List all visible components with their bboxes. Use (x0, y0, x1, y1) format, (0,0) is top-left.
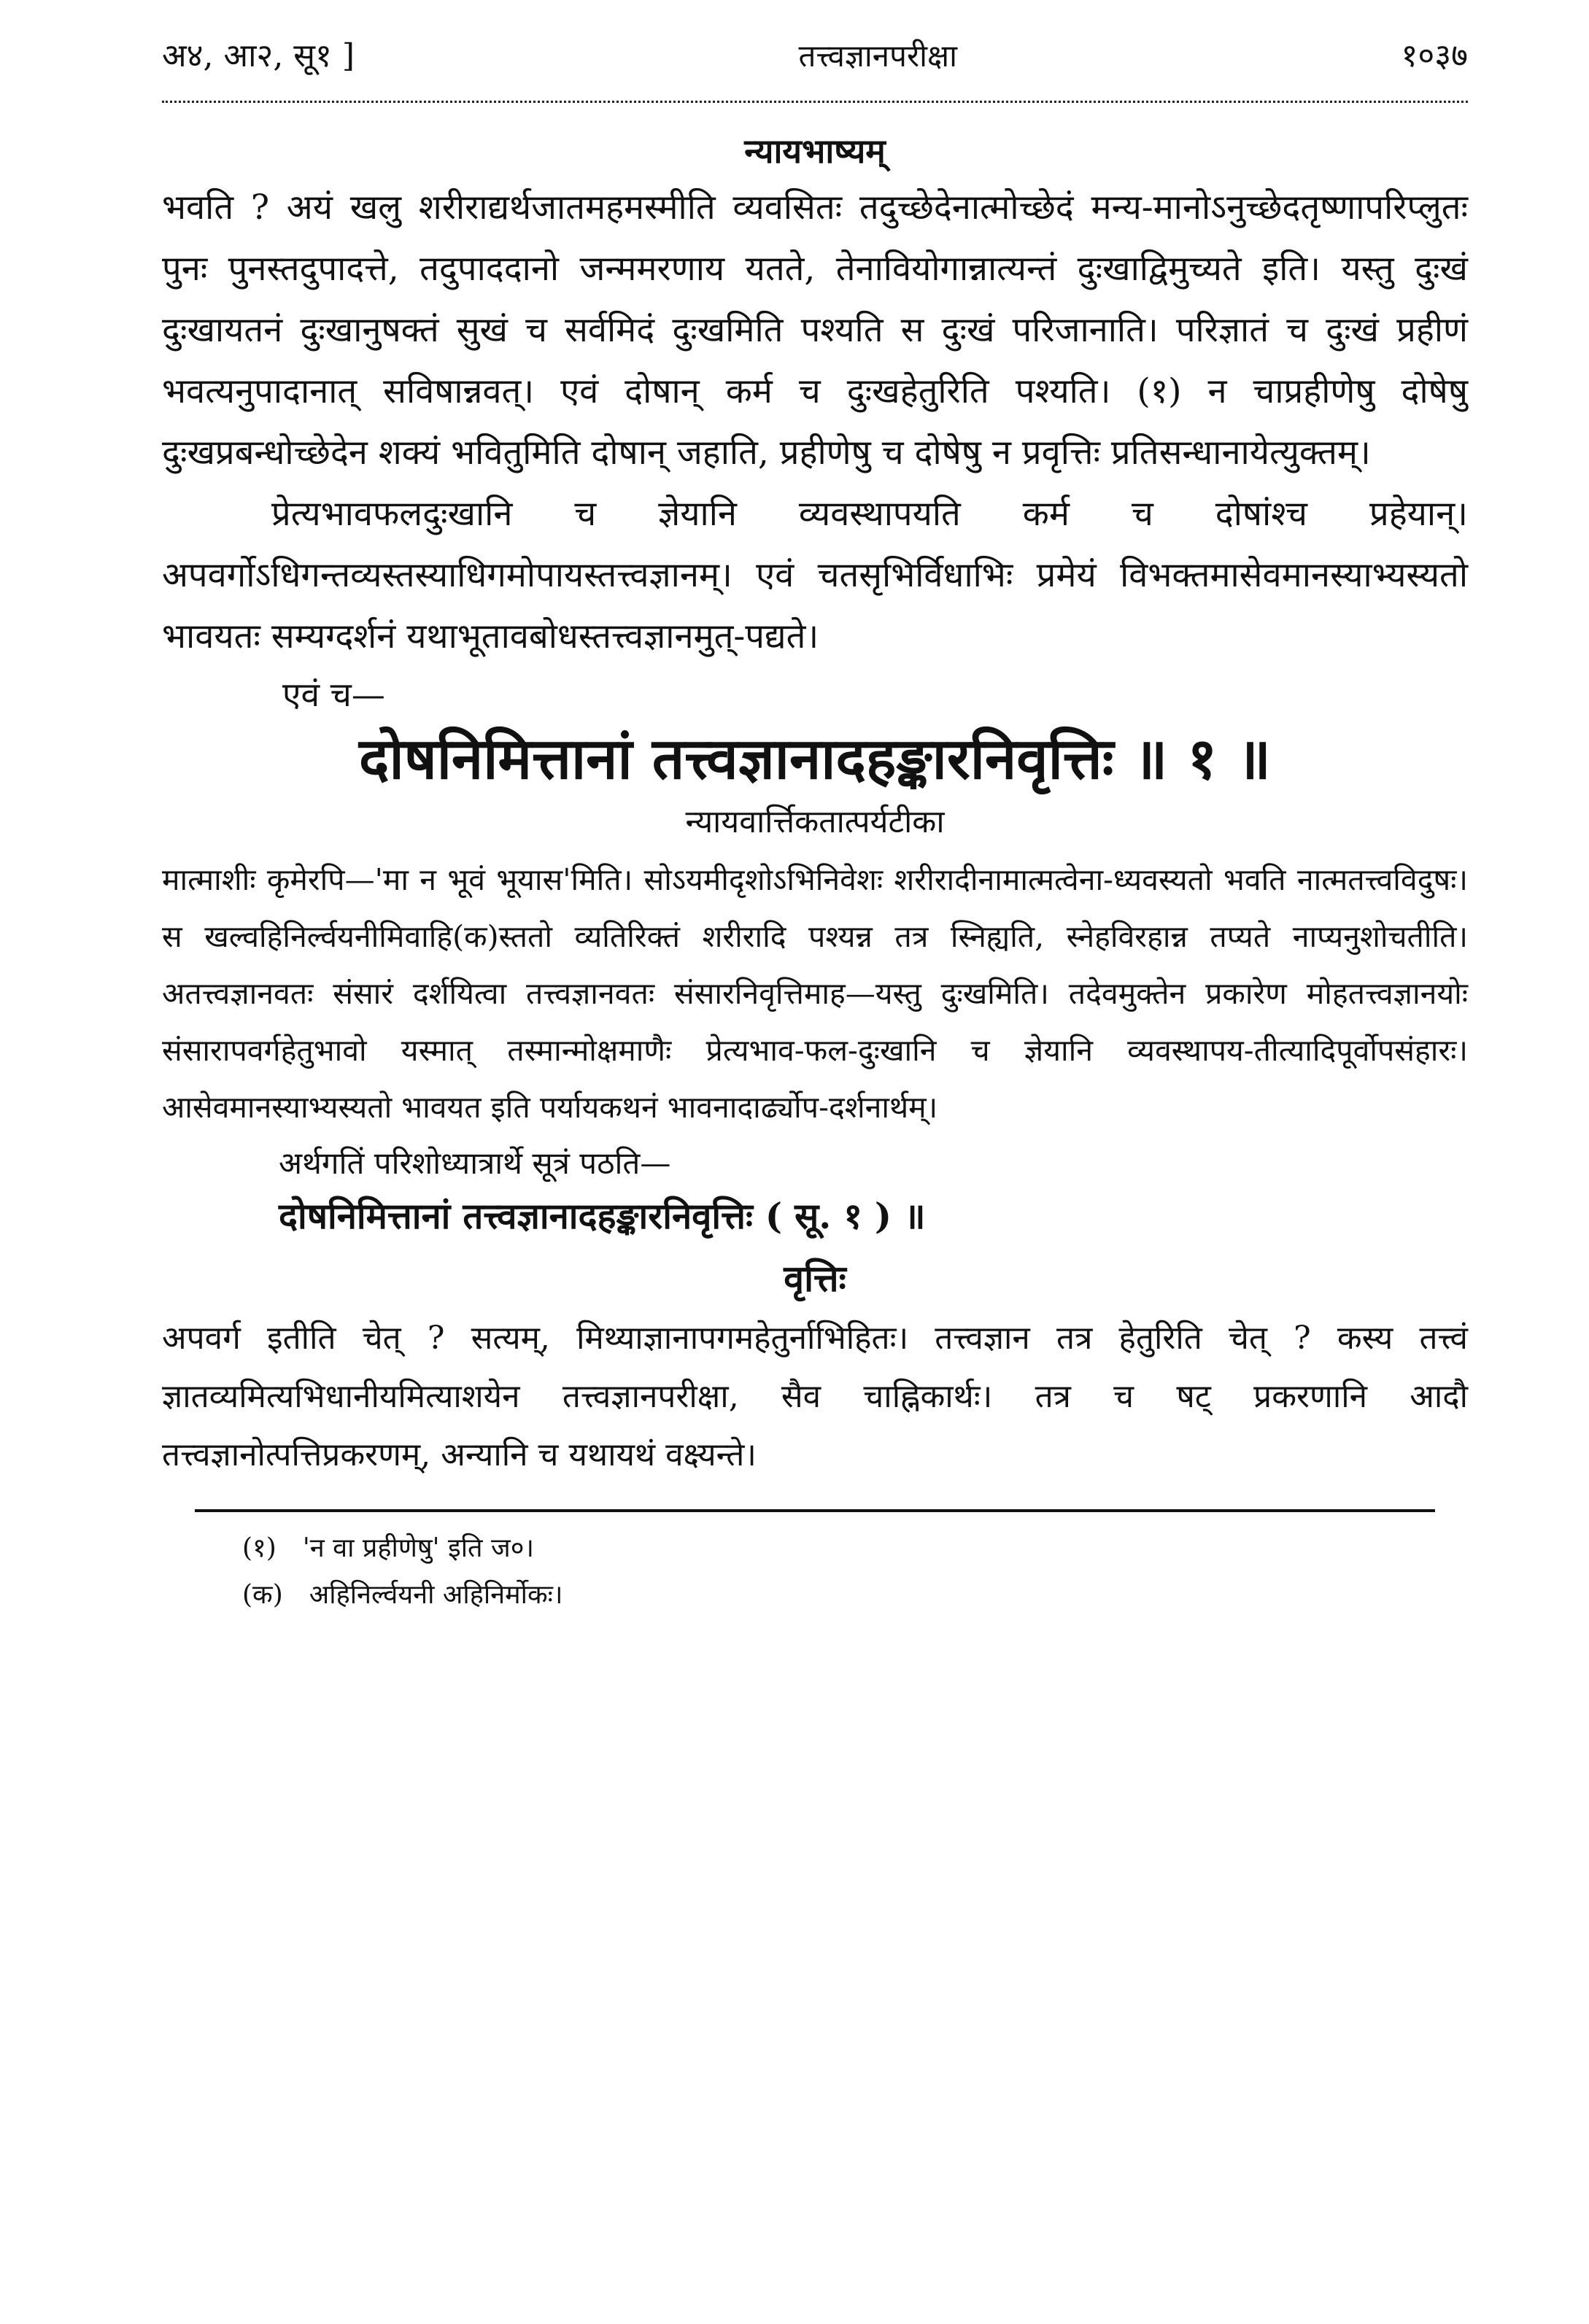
page (162, 31, 1468, 1619)
footnote-text: 'न वा प्रहीणेषु' इति ज०। (302, 1533, 535, 1563)
header-title: तत्त्वज्ञानपरीक्षा (798, 38, 958, 74)
page-header (162, 31, 1468, 82)
footnote-mark: (१) (242, 1533, 277, 1563)
tika-title: न्यायवार्त्तिकतात्पर्यटीका (685, 804, 945, 840)
footnote-mark: (क) (242, 1580, 283, 1610)
footnote-text: अहिनिर्ल्वयनी अहिनिर्मोकः। (309, 1580, 563, 1610)
footnote-2 (242, 1572, 1468, 1619)
header-reference: अ४, आ२, सू१ ] (162, 37, 355, 74)
tika-paragraph: मात्माशीः कृमेरपि—'मा न भूवं भूयास'मिति। सोऽयमीदृशोऽभिनिवेशः शरीरादीनामात्मत्वेना-ध्यवस्यतो भवति नात्मतत्त्वविदुषः। स खल्वहिनिर्ल्वयनीमिवाहि(क)स्ततो व्यतिरिक्तं शरीरादि पश्यन्न तत्र स्निह्यति, स्नेहविरहान्न तप्यते नाप्यनुशोचतीति। अतत्त्वज्ञानवतः संसारं दर्शयित्वा तत्त्वज्ञानवतः संसारनिवृत्तिमाह—यस्तु दुःखमिति। तदेवमुक्तेन प्रकारेण मोहतत्त्वज्ञानयोः संसारापवर्गहेतुभावो यस्मात् तस्मान्मोक्षमाणैः प्रेत्यभाव-फल-दुःखानि च ज्ञेयानि व्यवस्थापय-तीत्यादिपूर्वोपसंहारः। आसेवमानस्याभ्यस्यतो भावयत इति पर्यायकथनं भावनादार्ढ्योप-दर्शनार्थम्। (162, 862, 1468, 1125)
bhashya-title: न्यायभाष्यम् (744, 131, 886, 171)
footnotes (162, 1525, 1468, 1619)
bhashya-paragraph-1: भवति ? अयं खलु शरीराद्यर्थजातमहमस्मीति व्यवसितः तदुच्छेदेनात्मोच्छेदं मन्य-मानोऽनुच्छेदतृष्णापरिप्लुतः पुनः पुनस्तदुपादत्ते, तदुपाददानो जन्ममरणाय यतते, तेनावियोगान्नात्यन्तं दुःखाद्विमुच्यते इति। यस्तु दुःखं दुःखायतनं दुःखानुषक्तं सुखं च सर्वमिदं दुःखमिति पश्यति स दुःखं परिजानाति। परिज्ञातं च दुःखं प्रहीणं भवत्यनुपादानात् सविषान्नवत्। एवं दोषान् कर्म च दुःखहेतुरिति पश्यति। (१) न चाप्रहीणेषु दोषेषु दुःखप्रबन्धोच्छेदेन शक्यं भवितुमिति दोषान् जहाति, प्रहीणेषु च दोषेषु न प्रवृत्तिः प्रतिसन्धानायेत्युक्तम्। (162, 187, 1468, 473)
page-number: १०३७ (1401, 37, 1468, 74)
footnote-1 (242, 1525, 1468, 1572)
header-divider (162, 101, 1468, 110)
vritti-title: वृत्तिः (784, 1257, 846, 1300)
vritti-paragraph: अपवर्ग इतीति चेत् ? सत्यम्, मिथ्याज्ञानापगमहेतुर्नाभिहितः। तत्त्वज्ञान तत्र हेतुरिति चेत् ? कस्य तत्त्वं ज्ञातव्यमित्यभिधानीयमित्याशयेन तत्त्वज्ञानपरीक्षा, सैव चाह्निकार्थः। तत्र च षट् प्रकरणानि आदौ तत्त्वज्ञानोत्पत्तिप्रकरणम्, अन्यानि च यथायथं वक्ष्यन्ते। (162, 1320, 1468, 1473)
sutra-main: दोषनिमित्तानां तत्त्वज्ञानादहङ्कारनिवृत्तिः ॥ १ ॥ (359, 726, 1271, 792)
bhashya-lead: एवं च— (282, 675, 385, 714)
bhashya-paragraph-2: प्रेत्यभावफलदुःखानि च ज्ञेयानि व्यवस्थापयति कर्म च दोषांश्च प्रहेयान्। अपवर्गोऽधिगन्तव्यस्तस्याधिगमोपायस्तत्त्वज्ञानम्। एवं चतसृभिर्विधाभिः प्रमेयं विभक्तमासेवमानस्याभ्यस्यतो भावयतः सम्यग्दर्शनं यथाभूतावबोधस्तत्त्वज्ञानमुत्-पद्यते। (162, 494, 1468, 656)
footnote-rule (195, 1509, 1435, 1512)
tika-lead: अर्थगतिं परिशोध्यात्रार्थे सूत्रं पठति— (279, 1145, 671, 1181)
tika-sutra: दोषनिमित्तानां तत्त्वज्ञानादहङ्कारनिवृत्तिः ( सू. १ ) ॥ (279, 1195, 926, 1237)
